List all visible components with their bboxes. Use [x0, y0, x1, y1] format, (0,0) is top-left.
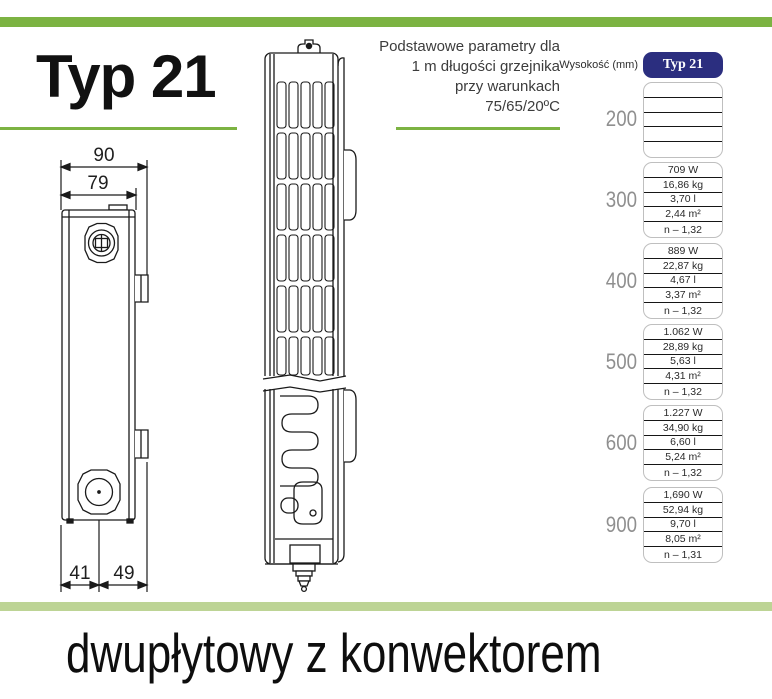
parameters-note-line: 75/65/20ºC: [485, 98, 560, 115]
spec-block-400: [643, 243, 723, 319]
parameters-note-line: Podstawowe parametry dla: [379, 38, 560, 55]
weight-cell: 28,89 kg: [644, 340, 722, 355]
weight-cell: 22,87 kg: [644, 259, 722, 274]
weight-cell: [644, 98, 722, 113]
spec-block-600: [643, 405, 723, 481]
area-cell: 8,05 m²: [644, 532, 722, 547]
dim-label-41: 41: [69, 563, 91, 584]
spec-block-200: [643, 82, 723, 158]
spec-block-500: [643, 324, 723, 400]
power-cell: [644, 83, 722, 98]
exponent-cell: n – 1,32: [664, 385, 702, 398]
power-cell: 1,690 W: [644, 488, 722, 503]
radiator-front-section-drawing: [250, 26, 392, 596]
area-cell: 3,37 m²: [644, 288, 722, 303]
volume-cell: 4,67 l: [644, 274, 722, 289]
title-underline: [0, 127, 237, 130]
height-label-500: 500: [605, 349, 637, 374]
bottom-green-bar: [0, 602, 772, 611]
volume-cell: 6,60 l: [644, 436, 722, 451]
power-cell: 1.227 W: [644, 406, 722, 421]
weight-cell: 34,90 kg: [644, 421, 722, 436]
wall-bracket-lower: [344, 390, 356, 462]
area-cell: 2,44 m²: [644, 207, 722, 222]
area-cell: 4,31 m²: [644, 369, 722, 384]
dim-label-79: 79: [87, 173, 109, 194]
weight-cell: 16,86 kg: [644, 178, 722, 193]
dim-label-90: 90: [93, 145, 115, 166]
volume-cell: 3,70 l: [644, 193, 722, 208]
height-column-header: Wysokość (mm): [559, 59, 638, 71]
exponent-cell: n – 1,32: [664, 223, 702, 236]
dim-label-49: 49: [113, 563, 135, 584]
wall-bracket-upper: [344, 150, 356, 220]
area-cell: 5,24 m²: [644, 450, 722, 465]
typ21-column-header: Typ 21: [643, 52, 723, 78]
cutaway-break: [263, 375, 346, 392]
area-cell: [644, 127, 722, 142]
exponent-cell: n – 1,32: [664, 304, 702, 317]
volume-cell: 5,63 l: [644, 355, 722, 370]
volume-cell: 9,70 l: [644, 518, 722, 533]
radiator-type-subtitle: dwupłytowy z konwektorem: [66, 622, 602, 684]
bottom-valve-fitting: [78, 470, 120, 514]
height-label-200: 200: [605, 106, 637, 131]
height-label-400: 400: [605, 268, 637, 293]
height-label-300: 300: [605, 187, 637, 212]
parameters-note-line: przy warunkach: [454, 78, 560, 95]
height-label-600: 600: [605, 430, 637, 455]
exponent-cell: n – 1,31: [664, 548, 702, 561]
exponent-cell: [644, 142, 722, 157]
volume-cell: [644, 113, 722, 128]
exponent-cell: n – 1,32: [664, 466, 702, 479]
spec-block-900: [643, 487, 723, 563]
weight-cell: 52,94 kg: [644, 503, 722, 518]
top-valve-fitting: [85, 224, 118, 263]
radiator-side-profile-drawing: [25, 140, 175, 600]
power-cell: 889 W: [644, 244, 722, 259]
spec-block-300: [643, 162, 723, 238]
height-label-900: 900: [605, 512, 637, 537]
power-cell: 709 W: [644, 163, 722, 178]
note-underline: [396, 127, 560, 130]
page-title: Typ 21: [36, 43, 216, 110]
power-cell: 1.062 W: [644, 325, 722, 340]
parameters-note-line: 1 m długości grzejnika: [411, 58, 560, 75]
